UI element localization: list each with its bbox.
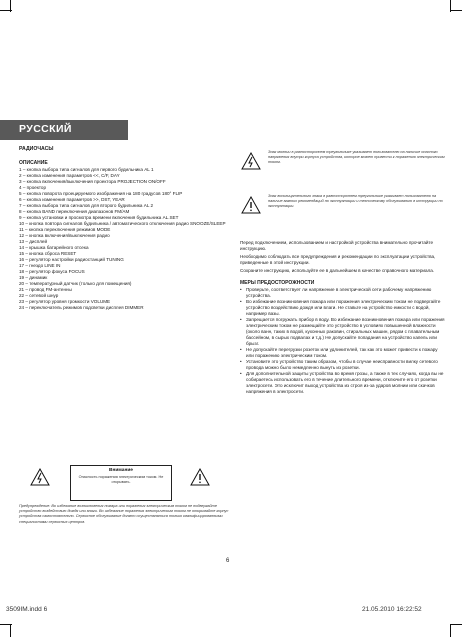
description-item: 15 – кнопка сброса RESET (19, 251, 77, 256)
description-item: 10 – кнопка повтора сигналов будильника / автоматического отключения радио SNOOZE/SLEEP (19, 221, 226, 226)
description-item: 14 – крышка батарейного отсека (19, 245, 89, 250)
safety-item: • Запрещается погружать прибор в воду. Во избежание возникновения пожара или поражения электрическим током не размещайте это устройство в условиях повышенной влажности (около ванн, таких в водой, кухонных раковин, стиральных машин, рядом с плавательным бассейном, в сырых подвалах и т.д.) Не допускайте попадания на устройство капель или брызг. (240, 317, 445, 347)
description-item: 19 – динамик (19, 275, 48, 280)
right-column (240, 240, 445, 395)
warning-box (70, 465, 172, 501)
description-item: 11 – кнопка переключения режимов MODE (19, 227, 111, 232)
safety-item: • Во избежание возникновения пожара или поражения электрическим током не подвергайте устройство воздействию дождя или влаги. Не ставьте на устройство емкости с водой, например вазы. (240, 299, 445, 317)
warning-box-text: Опасность поражения электрическим током. Не открывать. (78, 475, 164, 484)
description-item: 7 – кнопка выбора типа сигналов для второго будильника AL 2 (19, 203, 154, 208)
safety-item: • Проверьте, соответствует ли напряжение в электрической сети рабочему напряжению устройства. (240, 287, 445, 299)
left-column (19, 146, 229, 311)
description-list (19, 167, 229, 311)
lightning-warning-icon (241, 152, 261, 170)
banner-title: РУССКИЙ (19, 123, 72, 135)
description-item: 1 – кнопка выбора типа сигналов для первого будильника AL 1 (19, 167, 154, 172)
crop-mark (450, 625, 451, 637)
description-item: 20 – температурный датчик (только для помещения) (19, 281, 132, 286)
intro-paragraph: Сохраните инструкцию, используйте ее в дальнейшем в качестве справочного материала. (240, 268, 435, 273)
description-item: 8 – кнопка BAND переключения диапазонов FM/AM (19, 209, 130, 214)
crop-mark (450, 10, 462, 11)
crop-mark (0, 624, 12, 625)
intro-paragraph: Перед подключением, использованием и настройкой устройства внимательно прочитайте инструкцию. (240, 240, 434, 251)
description-item: 5 – кнопка поворота проецируемого изображения на 180 градусов 180° FLIP (19, 191, 183, 196)
description-item: 23 – регулятор уровня громкости VOLUME (19, 299, 111, 304)
description-item: 24 – переключатель режимов подсветки дисплея DIMMER (19, 305, 144, 310)
description-item: 21 – провод FM-антенны (19, 287, 72, 292)
description-item: 16 – регулятор настройки радиостанций TUNING (19, 257, 124, 262)
description-item: 13 – дисплей (19, 239, 48, 244)
safety-item: • Не допускайте перегрузки розеток или удлинителей, так как это может привести к пожару или поражению электрическим током. (240, 347, 445, 359)
crop-mark (10, 625, 11, 637)
footer-file: 3509IM.indd 6 (6, 606, 48, 613)
crop-mark (0, 10, 12, 11)
safety-item: • Установите это устройство таким образом, чтобы в случае неисправности вилку сетевого провода можно было немедленно вынуть из розетки. (240, 359, 445, 371)
exclamation-note: Знак восклицательного знака в равностороннем треугольнике указывает пользователю на наличие важных рекомендаций по эксплуатации и техническому обслуживанию в инструкции по эксплуатации. (268, 194, 443, 209)
exclamation-warning-icon (241, 196, 261, 214)
warning-box-title: Внимание (109, 468, 133, 473)
safety-title: МЕРЫ ПРЕДОСТОРОЖНОСТИ (240, 280, 315, 286)
language-banner (0, 120, 128, 140)
intro-paragraph: Необходимо соблюдать все предупреждения и рекомендации по эксплуатации устройства, приведенные в этой инструкции. (240, 254, 436, 265)
description-item: 12 – кнопка включения/выключения радио (19, 233, 110, 238)
section-title: РАДИОЧАСЫ (19, 146, 54, 152)
description-title: ОПИСАНИЕ (19, 160, 48, 166)
description-item: 22 – сетевой шнур (19, 293, 59, 298)
description-item: 6 – кнопка изменения параметров >>, DST, YEAR (19, 197, 125, 202)
footer-timestamp: 21.05.2010 16:22:52 (362, 606, 422, 613)
description-item: 2 – кнопка изменения параметров <<, C/F, DAY (19, 173, 120, 178)
description-item: 9 – кнопка установки и просмотра времени включения будильника AL.SET (19, 215, 179, 220)
description-item: 3 – кнопка включения/выключения проектора PROJECTION ON/OFF (19, 179, 166, 184)
safety-item: • Для дополнительной защиты устройства во время грозы, а также в тех случаях, когда вы не собираетесь использовать его в течение длительного времени, отключите его от розетки электросети. Это исключит выход устройства из строя из-за ударов молнии или скачков напряжения в электросети. (240, 371, 445, 395)
exclamation-warning-icon (190, 468, 210, 486)
description-item: 18 – регулятор фокуса FOCUS (19, 269, 85, 274)
lightning-warning-icon (30, 468, 50, 486)
crop-mark (450, 624, 462, 625)
page-number: 6 (226, 558, 230, 564)
description-item: 4 – проектор (19, 185, 47, 190)
description-item: 17 – гнездо LINE IN (19, 263, 61, 268)
lightning-note: Знак молнии в равностороннем треугольнике указывает пользователю на наличие опасного напряжения внутри корпуса устройства, которое может привести к поражению электрическим током. (268, 150, 445, 165)
warning-text: Предупреждение: Во избежание возникновения пожара или поражения электрическим током не подвергайте устройство воздействию дождя или влаги. Во избежание поражения электрическим током не открывайте корпус устройства самостоятельно. Сервисное обслуживание должно осуществляться только квалифицированными специалистами сервисных центров. (19, 504, 229, 524)
safety-list (240, 287, 445, 395)
